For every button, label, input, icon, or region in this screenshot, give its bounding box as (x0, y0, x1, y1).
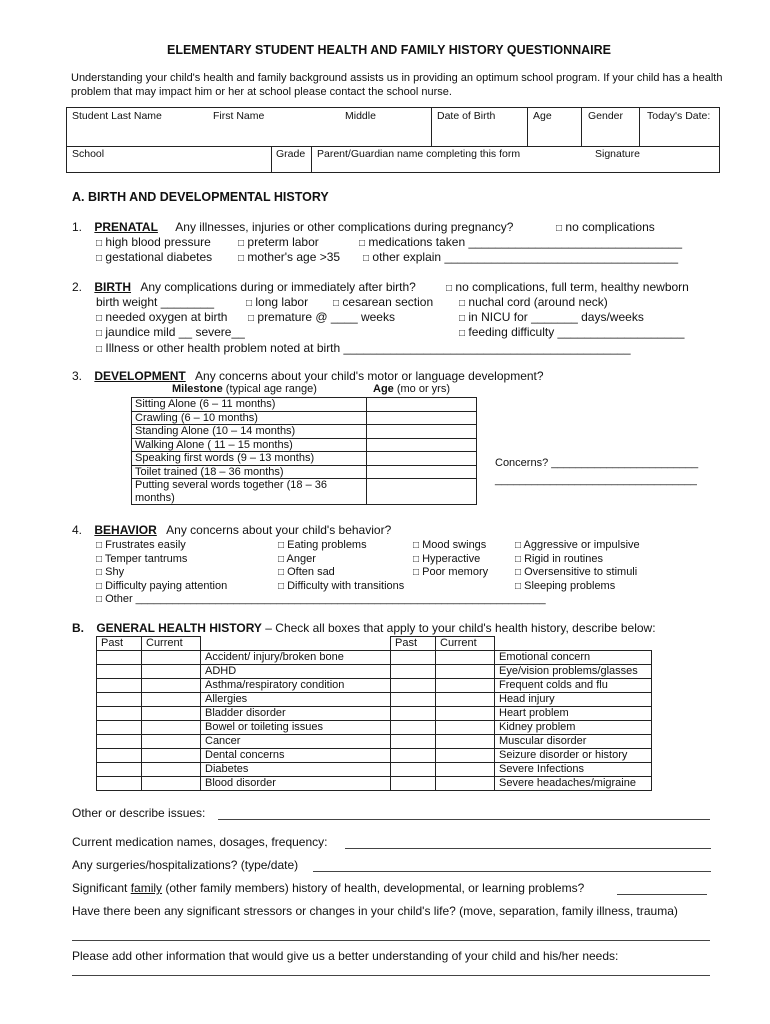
grade-field[interactable]: Grade (276, 148, 306, 160)
past-checkbox[interactable] (97, 651, 142, 665)
health-item-label: Severe Infections (495, 763, 652, 777)
section-a-title: A. BIRTH AND DEVELOPMENTAL HISTORY (72, 190, 329, 204)
current-checkbox[interactable] (142, 735, 201, 749)
shy-checkbox[interactable]: □ Shy (96, 566, 125, 578)
health-item-label: Bladder disorder (201, 707, 391, 721)
past-column-header: Past (97, 637, 142, 651)
milestone-age-cell[interactable] (367, 425, 477, 439)
current-checkbox[interactable] (436, 679, 495, 693)
behavior-other-checkbox[interactable]: □ Other ___________________________________________________________________ (96, 593, 546, 605)
milestone-row (132, 411, 477, 425)
milestone-label: Putting several words together (18 – 36 months) (132, 479, 367, 505)
past-checkbox[interactable] (97, 665, 142, 679)
intro-text: Understanding your child's health and family background assists us in providing an optimum school program. If your child has a health problem that may impact him or her at school please contact the school nurse. (71, 72, 723, 98)
health-history-right-table (390, 636, 652, 791)
other-issues-line[interactable] (218, 819, 710, 820)
stressors-label: Have there been any significant stressors or changes in your child's life? (move, separation, family illness, trauma) (72, 904, 678, 918)
aggressive-checkbox[interactable]: □ Aggressive or impulsive (515, 539, 640, 551)
surgeries-label: Any surgeries/hospitalizations? (type/date) (72, 858, 299, 872)
current-checkbox[interactable] (142, 665, 201, 679)
nuchal-cord-checkbox[interactable]: □ nuchal cord (around neck) (459, 295, 608, 309)
milestone-row (132, 425, 477, 439)
past-checkbox[interactable] (97, 679, 142, 693)
milestone-age-cell[interactable] (367, 411, 477, 425)
stressors-line[interactable] (72, 940, 710, 941)
nicu-checkbox[interactable]: □ in NICU for _______ days/weeks (459, 310, 644, 324)
preterm-labor-checkbox[interactable]: □ preterm labor (238, 235, 319, 249)
current-checkbox[interactable] (436, 735, 495, 749)
health-item-row (97, 707, 391, 721)
section-b-title: B. GENERAL HEALTH HISTORY – Check all boxes that apply to your child's health history, describe below: (72, 621, 656, 635)
current-checkbox[interactable] (436, 777, 495, 791)
health-item-label: Accident/ injury/broken bone (201, 651, 391, 665)
gender-field[interactable]: Gender (588, 110, 624, 122)
illness-at-birth-checkbox[interactable]: □ Illness or other health problem noted at birth ___________________________________________ (96, 341, 631, 355)
past-checkbox[interactable] (391, 735, 436, 749)
past-checkbox[interactable] (97, 777, 142, 791)
health-item-label: Allergies (201, 693, 391, 707)
milestone-label: Walking Alone ( 11 – 15 months) (132, 438, 367, 452)
health-item-label: Bowel or toileting issues (201, 721, 391, 735)
past-checkbox[interactable] (391, 749, 436, 763)
mothers-age-checkbox[interactable]: □ mother's age >35 (238, 250, 341, 264)
sleeping-problems-checkbox[interactable]: □ Sleeping problems (515, 579, 616, 592)
current-checkbox[interactable] (142, 679, 201, 693)
health-item-row (391, 679, 652, 693)
health-item-row (97, 665, 391, 679)
poor-memory-checkbox[interactable]: □ Poor memory (413, 566, 489, 578)
health-item-row (391, 763, 652, 777)
current-checkbox[interactable] (142, 693, 201, 707)
current-checkbox[interactable] (436, 665, 495, 679)
mood-swings-checkbox[interactable]: □ Mood swings (413, 539, 487, 551)
current-checkbox[interactable] (436, 749, 495, 763)
past-checkbox[interactable] (97, 693, 142, 707)
health-item-row (97, 693, 391, 707)
prenatal-question: 1. PRENATAL Any illnesses, injuries or other complications during pregnancy? (72, 220, 514, 234)
milestone-age-cell[interactable] (367, 398, 477, 412)
health-item-label: ADHD (201, 665, 391, 679)
past-checkbox[interactable] (391, 693, 436, 707)
birth-question: 2. BIRTH Any complications during or immediately after birth? (72, 280, 416, 294)
health-item-row (391, 777, 652, 791)
current-column-header: Current (436, 637, 495, 651)
current-medication-line[interactable] (345, 848, 711, 849)
other-issues-label: Other or describe issues: (72, 806, 206, 820)
current-checkbox[interactable] (142, 777, 201, 791)
behavior-question: 4. BEHAVIOR Any concerns about your child's behavior? (72, 523, 392, 537)
health-item-label: Emotional concern (495, 651, 652, 665)
prenatal-label: PRENATAL (94, 220, 158, 234)
milestone-label: Speaking first words (9 – 13 months) (132, 452, 367, 466)
milestone-label: Toilet trained (18 – 36 months) (132, 465, 367, 479)
past-checkbox[interactable] (97, 763, 142, 777)
health-item-row (391, 735, 652, 749)
milestone-column-header: Milestone (typical age range) (172, 383, 317, 395)
rigid-routines-checkbox[interactable]: □ Rigid in routines (515, 552, 603, 565)
past-checkbox[interactable] (391, 721, 436, 735)
concerns-field[interactable]: Concerns? ________________________ (495, 457, 699, 469)
milestone-label: Crawling (6 – 10 months) (132, 411, 367, 425)
current-checkbox[interactable] (436, 707, 495, 721)
needed-oxygen-checkbox[interactable]: □ needed oxygen at birth (96, 310, 228, 324)
student-info-table (66, 107, 720, 173)
health-item-row (391, 651, 652, 665)
birth-weight-field[interactable]: birth weight ________ (96, 295, 215, 309)
health-item-label: Seizure disorder or history (495, 749, 652, 763)
birth-label: BIRTH (94, 280, 132, 294)
todays-date-field[interactable]: Today's Date: (647, 110, 711, 122)
milestone-row (132, 398, 477, 412)
behavior-column-3 (413, 539, 488, 580)
milestone-label: Standing Alone (10 – 14 months) (132, 425, 367, 439)
frustrates-easily-checkbox[interactable]: □ Frustrates easily (96, 539, 186, 551)
health-item-label: Severe headaches/migraine (495, 777, 652, 791)
health-item-row (391, 707, 652, 721)
other-explain-checkbox[interactable]: □ other explain ___________________________________ (363, 250, 679, 264)
health-item-label: Diabetes (201, 763, 391, 777)
past-checkbox[interactable] (391, 679, 436, 693)
health-item-label: Kidney problem (495, 721, 652, 735)
premature-checkbox[interactable]: □ premature @ ____ weeks (248, 310, 395, 324)
health-item-label: Heart problem (495, 707, 652, 721)
milestone-label: Sitting Alone (6 – 11 months) (132, 398, 367, 412)
current-checkbox[interactable] (142, 763, 201, 777)
current-checkbox[interactable] (142, 651, 201, 665)
current-checkbox[interactable] (142, 749, 201, 763)
family-history-line[interactable] (617, 894, 707, 895)
health-item-label: Asthma/respiratory condition (201, 679, 391, 693)
health-item-label: Muscular disorder (495, 735, 652, 749)
past-checkbox[interactable] (97, 707, 142, 721)
milestone-row (132, 438, 477, 452)
past-checkbox[interactable] (97, 721, 142, 735)
milestone-age-cell[interactable] (367, 438, 477, 452)
development-question: 3. DEVELOPMENT Any concerns about your child's motor or language development? (72, 369, 544, 383)
gestational-diabetes-checkbox[interactable]: □ gestational diabetes (96, 250, 213, 264)
age-field[interactable]: Age (533, 110, 552, 122)
health-item-row (391, 693, 652, 707)
often-sad-checkbox[interactable]: □ Often sad (278, 566, 335, 578)
medications-taken-checkbox[interactable]: □ medications taken ________________________________ (359, 235, 683, 249)
temper-tantrums-checkbox[interactable]: □ Temper tantrums (96, 552, 188, 565)
current-column-header: Current (142, 637, 201, 651)
past-checkbox[interactable] (97, 735, 142, 749)
page-title: ELEMENTARY STUDENT HEALTH AND FAMILY HISTORY QUESTIONNAIRE (167, 43, 612, 57)
milestone-row (132, 465, 477, 479)
parent-guardian-field[interactable]: Parent/Guardian name completing this form (317, 148, 521, 160)
feeding-difficulty-checkbox[interactable]: □ feeding difficulty ___________________ (459, 325, 685, 339)
health-item-label: Frequent colds and flu (495, 679, 652, 693)
health-item-label: Eye/vision problems/glasses (495, 665, 652, 679)
cesarean-section-checkbox[interactable]: □ cesarean section (333, 295, 434, 309)
current-checkbox[interactable] (142, 721, 201, 735)
family-history-label: Significant family (other family members) history of health, developmental, or learning problems? (72, 881, 585, 895)
milestone-age-cell[interactable] (367, 479, 477, 505)
behavior-column-4 (515, 539, 640, 593)
school-field[interactable]: School (72, 148, 105, 160)
difficulty-paying-attention-checkbox[interactable]: □ Difficulty paying attention (96, 579, 228, 592)
behavior-label: BEHAVIOR (94, 523, 157, 537)
milestone-table (131, 397, 477, 505)
health-item-label: Dental concerns (201, 749, 391, 763)
past-checkbox[interactable] (391, 777, 436, 791)
student-last-name-field[interactable]: Student Last Name (72, 110, 162, 122)
milestone-row (132, 452, 477, 466)
oversensitive-checkbox[interactable]: □ Oversensitive to stimuli (515, 566, 638, 578)
first-name-field[interactable]: First Name (213, 110, 265, 122)
anger-checkbox[interactable]: □ Anger (278, 552, 316, 565)
milestone-age-cell[interactable] (367, 465, 477, 479)
health-item-row (97, 721, 391, 735)
current-checkbox[interactable] (436, 651, 495, 665)
past-checkbox[interactable] (97, 749, 142, 763)
milestone-row (132, 479, 477, 505)
middle-name-field[interactable]: Middle (345, 110, 376, 122)
current-checkbox[interactable] (436, 721, 495, 735)
health-item-row (97, 777, 391, 791)
past-column-header: Past (391, 637, 436, 651)
behavior-column-2 (278, 539, 404, 593)
other-info-label: Please add other information that would give us a better understanding of your child and his/her needs: (72, 949, 619, 963)
surgeries-line[interactable] (313, 871, 711, 872)
milestone-age-cell[interactable] (367, 452, 477, 466)
no-complications-checkbox[interactable]: □ no complications (556, 220, 655, 234)
health-item-row (391, 665, 652, 679)
other-info-line[interactable] (72, 975, 710, 976)
age-column-header: Age (mo or yrs) (373, 383, 451, 395)
health-item-row (97, 679, 391, 693)
signature-field[interactable]: Signature (595, 148, 640, 160)
hyperactive-checkbox[interactable]: □ Hyperactive (413, 552, 481, 565)
current-checkbox[interactable] (142, 707, 201, 721)
health-item-row (97, 763, 391, 777)
current-checkbox[interactable] (436, 693, 495, 707)
health-history-left-table (96, 636, 391, 791)
health-item-row (391, 749, 652, 763)
concerns-line[interactable]: _________________________________ (495, 474, 697, 486)
date-of-birth-field[interactable]: Date of Birth (437, 110, 496, 122)
health-item-label: Head injury (495, 693, 652, 707)
past-checkbox[interactable] (391, 707, 436, 721)
past-checkbox[interactable] (391, 763, 436, 777)
current-checkbox[interactable] (436, 763, 495, 777)
high-blood-pressure-checkbox[interactable]: □ high blood pressure (96, 235, 211, 249)
development-label: DEVELOPMENT (94, 369, 186, 383)
past-checkbox[interactable] (391, 651, 436, 665)
health-item-row (97, 735, 391, 749)
behavior-column-1 (96, 539, 227, 593)
health-item-row (97, 651, 391, 665)
current-medication-label: Current medication names, dosages, frequency: (72, 835, 328, 849)
jaundice-checkbox[interactable]: □ jaundice mild __ severe__ (96, 325, 245, 339)
health-item-label: Blood disorder (201, 777, 391, 791)
health-item-label: Cancer (201, 735, 391, 749)
birth-no-complications-checkbox[interactable]: □ no complications, full term, healthy newborn (446, 280, 689, 294)
long-labor-checkbox[interactable]: □ long labor (246, 295, 309, 309)
past-checkbox[interactable] (391, 665, 436, 679)
eating-problems-checkbox[interactable]: □ Eating problems (278, 539, 367, 551)
health-item-row (97, 749, 391, 763)
health-item-row (391, 721, 652, 735)
difficulty-with-transitions-checkbox[interactable]: □ Difficulty with transitions (278, 579, 405, 592)
